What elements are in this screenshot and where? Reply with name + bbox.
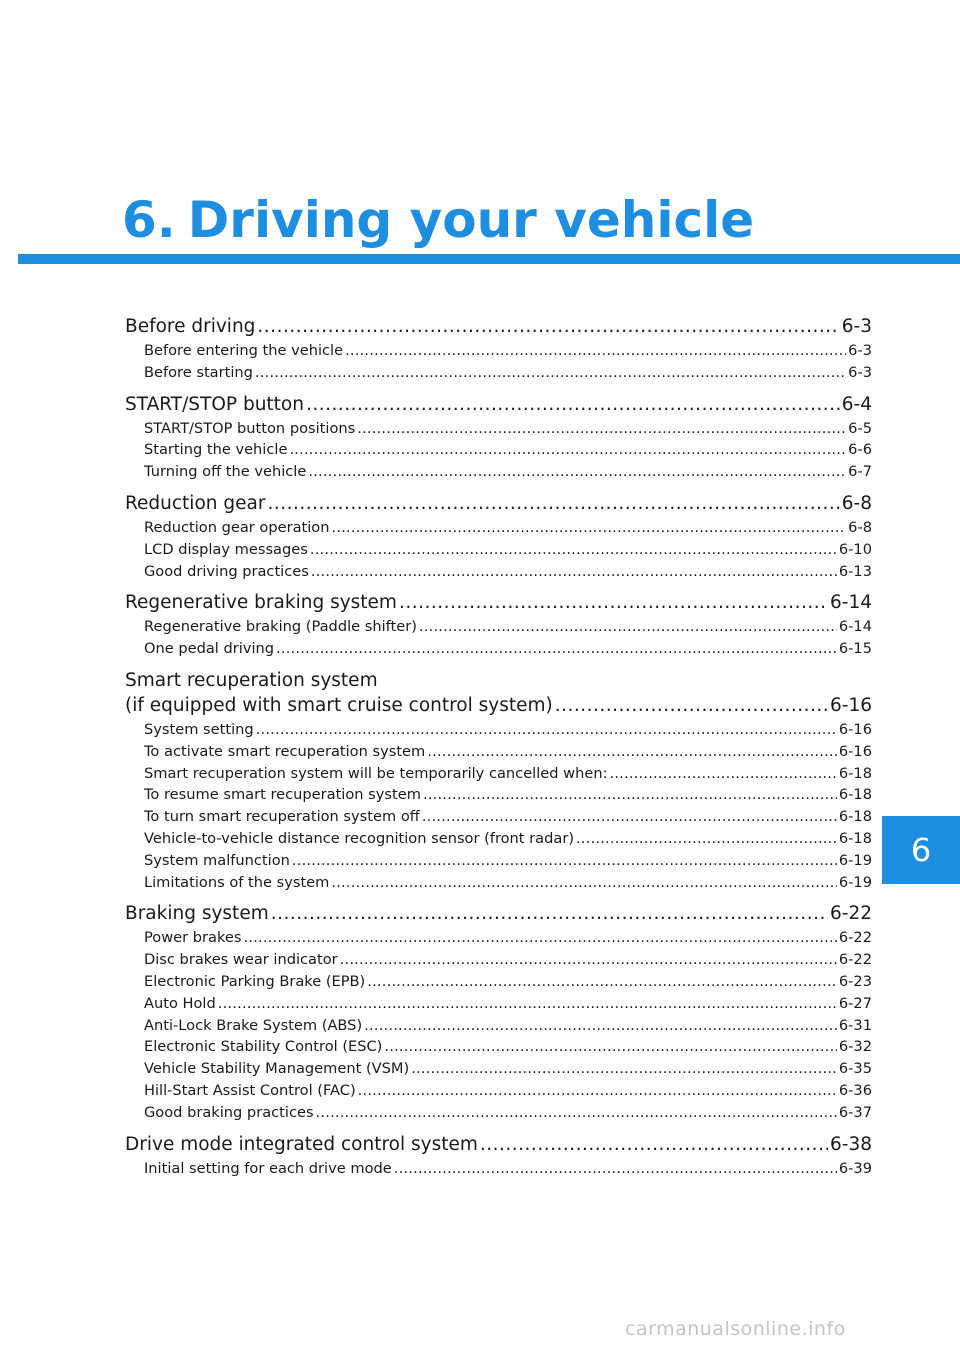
dot-leader <box>384 1036 836 1058</box>
toc-section-entry-page: 6-16 <box>830 694 872 716</box>
toc-subsection-entry-label: LCD display messages <box>144 540 308 558</box>
dot-leader <box>276 638 837 660</box>
dot-leader <box>411 1058 837 1080</box>
toc-subsection-entry[interactable] <box>125 1158 872 1180</box>
toc-section-entry[interactable] <box>125 693 872 719</box>
toc-subsection-entry-label: Before entering the vehicle <box>144 342 344 359</box>
dot-leader <box>427 741 837 763</box>
toc-subsection-entry[interactable] <box>125 439 872 461</box>
toc-subsection-entry[interactable] <box>125 1036 872 1058</box>
dot-leader <box>331 872 837 894</box>
dot-leader <box>255 362 846 384</box>
toc-section <box>125 1132 872 1180</box>
toc-subsection-entry-page: 6-18 <box>838 786 872 804</box>
dot-leader <box>310 539 837 561</box>
toc-subsection-entry-page: 6-3 <box>848 342 872 359</box>
toc-subsection-entry-page: 6-36 <box>838 1081 872 1099</box>
toc-subsection-entry-label: To resume smart recuperation system <box>144 786 421 804</box>
toc-subsection-entry-label: Before starting <box>144 363 253 381</box>
toc-section-entry[interactable] <box>125 314 872 340</box>
toc-subsection-entry-page: 6-5 <box>848 419 872 437</box>
toc-section-entry[interactable] <box>125 392 872 418</box>
toc-section-entry-label: Drive mode integrated control system <box>125 1133 478 1155</box>
toc-subsection-entry-page: 6-18 <box>838 764 872 782</box>
toc-subsection-entry-label: Limitations of the system <box>144 873 330 891</box>
toc-subsection-entry[interactable] <box>125 418 872 440</box>
toc-subsection-entry-label: Hill-Start Assist Control (FAC) <box>144 1081 356 1099</box>
toc-subsection-entry-label: Vehicle-to-vehicle distance recognition sensor (front radar) <box>144 829 575 847</box>
dot-leader <box>345 340 846 362</box>
toc-subsection-entry-page: 6-15 <box>838 640 872 658</box>
dot-leader <box>267 491 839 517</box>
dot-leader <box>243 927 836 949</box>
toc-subsection-entry-page: 6-16 <box>838 742 872 760</box>
dot-leader <box>422 806 837 828</box>
toc-subsection-entry-page: 6-13 <box>838 562 872 580</box>
chapter-title <box>122 188 754 252</box>
dot-leader <box>394 1158 837 1180</box>
toc-subsection-entry-page: 6-16 <box>838 720 872 738</box>
toc-section-entry-page: 6-3 <box>841 316 872 337</box>
toc-subsection-entry[interactable] <box>125 806 872 828</box>
chapter-number: 6. <box>122 191 176 249</box>
toc-section <box>125 901 872 1123</box>
toc-subsection-entry-label: Turning off the vehicle <box>144 463 307 481</box>
toc-subsection-entry-page: 6-6 <box>848 441 872 459</box>
chapter-tab[interactable] <box>882 816 960 884</box>
toc-subsection-entry-page: 6-3 <box>848 363 872 381</box>
dot-leader <box>480 1132 828 1158</box>
toc-subsection-entry-label: To activate smart recuperation system <box>144 742 426 760</box>
chapter-tab-label: 6 <box>910 831 932 869</box>
toc-subsection-entry-label: Disc brakes wear indicator <box>144 951 338 969</box>
dot-leader <box>576 828 837 850</box>
toc-subsection-entry-page: 6-32 <box>838 1038 872 1056</box>
toc-section-entry[interactable] <box>125 1132 872 1158</box>
toc-section-entry-label: Regenerative braking system <box>125 592 397 614</box>
toc-subsection-entry-page: 6-7 <box>848 463 872 481</box>
toc-section <box>125 590 872 660</box>
toc-subsection-entry[interactable] <box>125 638 872 660</box>
toc-subsection-entry-label: Regenerative braking (Paddle shifter) <box>144 618 417 636</box>
dot-leader <box>316 1102 837 1124</box>
toc-section-entry-page: 6-22 <box>830 903 872 925</box>
toc-subsection-entry-label: System setting <box>144 720 254 738</box>
toc-section-entry[interactable] <box>125 491 872 517</box>
dot-leader <box>289 439 846 461</box>
toc-subsection-entry-label: Smart recuperation system will be temporarily cancelled when: <box>144 764 608 782</box>
dot-leader <box>257 314 839 340</box>
toc-subsection-entry[interactable] <box>125 461 872 483</box>
dot-leader <box>423 784 837 806</box>
toc-subsection-entry-page: 6-19 <box>838 851 872 869</box>
toc-subsection-entry-label: Vehicle Stability Management (VSM) <box>144 1060 410 1078</box>
dot-leader <box>610 763 837 785</box>
toc-section <box>125 491 872 582</box>
toc-section-entry-label: Before driving <box>125 316 256 337</box>
toc-subsection-entry[interactable] <box>125 850 872 872</box>
toc-subsection-entry-label: START/STOP button positions <box>144 419 356 437</box>
toc-section-title-line[interactable] <box>125 668 872 693</box>
toc-section-entry-label: (if equipped with smart cruise control system) <box>125 694 553 716</box>
toc-subsection-entry-label: Good braking practices <box>144 1103 314 1121</box>
title-rule <box>18 254 960 264</box>
toc-subsection-entry[interactable] <box>125 1080 872 1102</box>
toc-section-entry-page: 6-14 <box>830 592 872 614</box>
dot-leader <box>358 1080 837 1102</box>
toc-subsection-entry-label: Reduction gear operation <box>144 518 330 536</box>
dot-leader <box>218 993 837 1015</box>
toc-section-entry[interactable] <box>125 901 872 927</box>
toc-subsection-entry[interactable] <box>125 1102 872 1124</box>
toc-section <box>125 314 872 384</box>
toc-subsection-entry[interactable] <box>125 539 872 561</box>
toc-subsection-entry-page: 6-22 <box>838 929 872 947</box>
toc-section-entry-label: Braking system <box>125 903 269 925</box>
toc-subsection-entry[interactable] <box>125 340 872 362</box>
toc-subsection-entry-page: 6-31 <box>838 1016 872 1034</box>
toc-section-entry-page: 6-38 <box>830 1133 872 1155</box>
toc-subsection-entry[interactable] <box>125 971 872 993</box>
dot-leader <box>306 392 840 418</box>
toc-subsection-entry-label: System malfunction <box>144 851 290 869</box>
toc-subsection-entry[interactable] <box>125 828 872 850</box>
toc-subsection-entry[interactable] <box>125 741 872 763</box>
chapter-title-text: Driving your vehicle <box>187 191 755 249</box>
toc-subsection-entry[interactable] <box>125 763 872 785</box>
toc-subsection-entry-page: 6-37 <box>838 1103 872 1121</box>
toc-section-entry-label: Reduction gear <box>125 492 266 514</box>
dot-leader <box>256 719 837 741</box>
toc-subsection-entry-page: 6-39 <box>838 1159 872 1177</box>
dot-leader <box>271 901 828 927</box>
toc-subsection-entry-label: Auto Hold <box>144 994 216 1012</box>
dot-leader <box>399 590 828 616</box>
toc-section-entry[interactable] <box>125 590 872 616</box>
toc-subsection-entry-label: Anti-Lock Brake System (ABS) <box>144 1016 363 1034</box>
toc-subsection-entry[interactable] <box>125 362 872 384</box>
toc-subsection-entry-label: Electronic Stability Control (ESC) <box>144 1038 383 1056</box>
toc-subsection-entry[interactable] <box>125 927 872 949</box>
dot-leader <box>555 693 828 719</box>
toc-subsection-entry[interactable] <box>125 1058 872 1080</box>
toc-subsection-entry[interactable] <box>125 949 872 971</box>
toc-section-entry-page: 6-8 <box>841 492 872 514</box>
toc-subsection-entry[interactable] <box>125 517 872 539</box>
toc-subsection-entry-label: Electronic Parking Brake (EPB) <box>144 972 366 990</box>
toc-subsection-entry-page: 6-18 <box>838 808 872 826</box>
toc-subsection-entry-label: Starting the vehicle <box>144 441 288 459</box>
dot-leader <box>357 418 846 440</box>
toc-subsection-entry-page: 6-10 <box>838 540 872 558</box>
toc-section-title-line-text: Smart recuperation system <box>125 669 378 691</box>
dot-leader <box>340 949 837 971</box>
toc-section-entry-label: START/STOP button <box>125 393 304 415</box>
toc-subsection-entry[interactable] <box>125 1015 872 1037</box>
watermark: carmanualsonline.info <box>625 1318 846 1340</box>
toc-subsection-entry[interactable] <box>125 872 872 894</box>
dot-leader <box>308 461 846 483</box>
toc-subsection-entry-page: 6-14 <box>838 618 872 636</box>
toc-subsection-entry[interactable] <box>125 616 872 638</box>
toc-subsection-entry[interactable] <box>125 719 872 741</box>
toc-section-entry-page: 6-4 <box>841 393 872 415</box>
toc-subsection-entry-label: One pedal driving <box>144 640 275 658</box>
dot-leader <box>332 517 847 539</box>
toc-section <box>125 668 872 893</box>
toc-subsection-entry-page: 6-27 <box>838 994 872 1012</box>
toc-subsection-entry[interactable] <box>125 561 872 583</box>
dot-leader <box>292 850 837 872</box>
dot-leader <box>364 1015 837 1037</box>
toc-subsection-entry[interactable] <box>125 993 872 1015</box>
dot-leader <box>367 971 837 993</box>
toc-subsection-entry-page: 6-22 <box>838 951 872 969</box>
dot-leader <box>311 561 837 583</box>
toc-subsection-entry-page: 6-18 <box>838 829 872 847</box>
toc-subsection-entry-page: 6-19 <box>838 873 872 891</box>
toc-subsection-entry-label: Power brakes <box>144 929 242 947</box>
toc-subsection-entry-label: To turn smart recuperation system off <box>144 808 420 826</box>
toc-subsection-entry-label: Initial setting for each drive mode <box>144 1159 392 1177</box>
toc-section <box>125 392 872 483</box>
table-of-contents <box>125 314 872 1179</box>
toc-subsection-entry-page: 6-23 <box>838 972 872 990</box>
toc-subsection-entry-page: 6-8 <box>848 518 872 536</box>
toc-subsection-entry[interactable] <box>125 784 872 806</box>
toc-subsection-entry-label: Good driving practices <box>144 562 309 580</box>
toc-subsection-entry-page: 6-35 <box>838 1060 872 1078</box>
dot-leader <box>419 616 837 638</box>
